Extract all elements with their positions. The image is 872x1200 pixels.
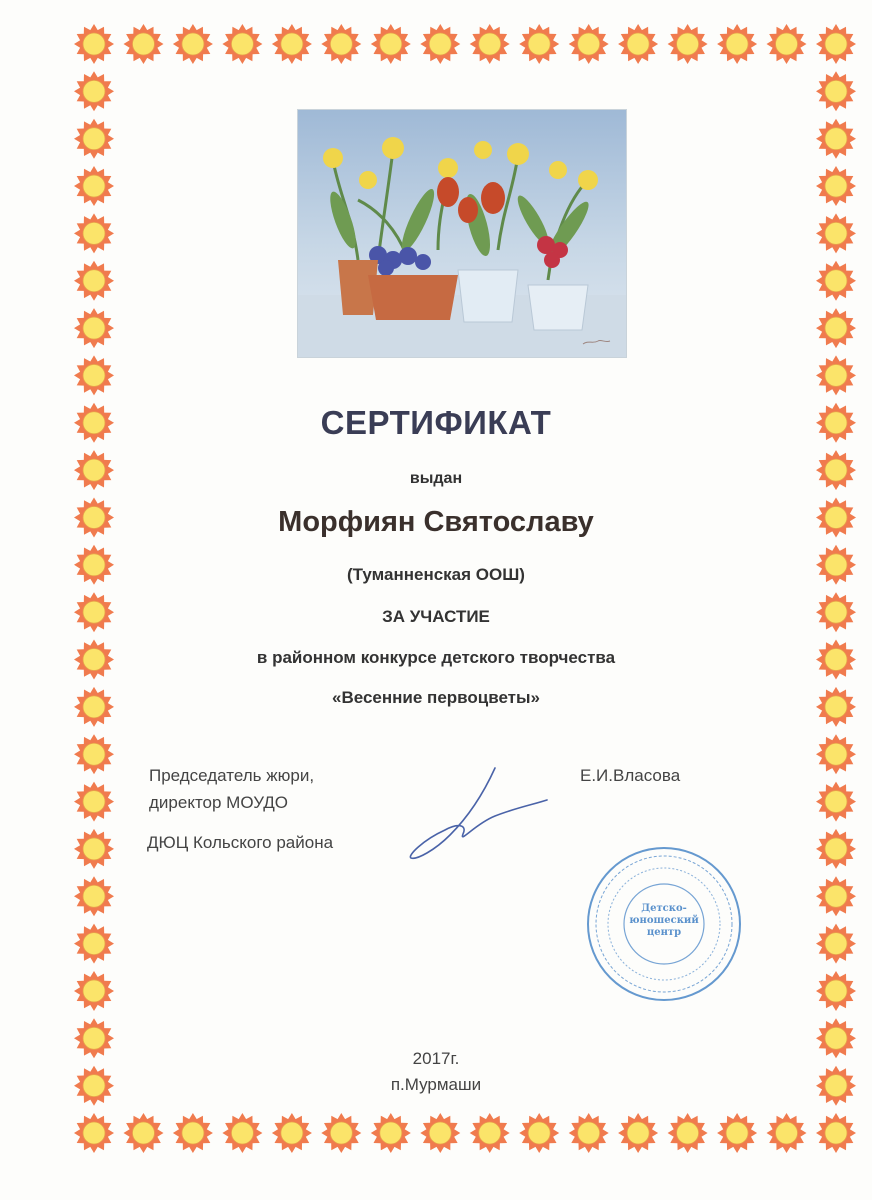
sun-icon xyxy=(618,24,658,64)
sun-icon xyxy=(470,24,510,64)
sun-icon xyxy=(321,1113,361,1153)
signatory-role-line1: Председатель жюри, xyxy=(149,766,315,785)
contest-name: «Весенние первоцветы» xyxy=(332,688,540,707)
sun-icon xyxy=(816,876,856,916)
sun-icon xyxy=(74,308,114,348)
sun-icon xyxy=(371,24,411,64)
sun-icon xyxy=(420,24,460,64)
sun-icon xyxy=(816,119,856,159)
award-text: ЗА УЧАСТИЕ xyxy=(382,607,490,626)
sun-icon xyxy=(668,1113,708,1153)
stamp xyxy=(583,843,745,1005)
contest-description: в районном конкурсе детского творчества xyxy=(256,648,616,667)
stamp-center-text: Детско-юношеский центр xyxy=(629,903,699,938)
sun-icon xyxy=(717,24,757,64)
sun-icon xyxy=(222,1113,262,1153)
sun-icon xyxy=(816,1113,856,1153)
issued-label: выдан xyxy=(409,470,463,487)
sun-icon xyxy=(321,24,361,64)
school-name: (Туманненская ООШ) xyxy=(347,565,525,584)
sun-icon xyxy=(816,971,856,1011)
recipient-name: Морфиян Святославу xyxy=(278,506,594,538)
sun-icon xyxy=(173,24,213,64)
certificate-year: 2017г. xyxy=(412,1049,460,1068)
sun-icon xyxy=(74,734,114,774)
sun-icon xyxy=(816,734,856,774)
sun-icon xyxy=(816,213,856,253)
certificate-place: п.Мурмаши xyxy=(390,1075,482,1094)
sun-icon xyxy=(420,1113,460,1153)
signatory-name: Е.И.Власова xyxy=(580,766,681,785)
sun-icon xyxy=(74,971,114,1011)
sun-icon xyxy=(816,71,856,111)
sun-icon xyxy=(470,1113,510,1153)
signature xyxy=(405,760,555,870)
signatory-role-line2: директор МОУДО xyxy=(149,793,288,812)
sun-icon xyxy=(569,1113,609,1153)
sun-icon xyxy=(519,24,559,64)
sun-icon xyxy=(569,24,609,64)
sun-icon xyxy=(717,1113,757,1153)
sun-icon xyxy=(74,71,114,111)
sun-icon xyxy=(816,166,856,206)
certificate-title: СЕРТИФИКАТ xyxy=(320,404,552,441)
sun-icon xyxy=(173,1113,213,1153)
sun-icon xyxy=(222,24,262,64)
sun-icon xyxy=(74,829,114,869)
flower-painting xyxy=(297,109,627,358)
sun-icon xyxy=(618,1113,658,1153)
sun-icon xyxy=(816,782,856,822)
sun-icon xyxy=(74,261,114,301)
signatory-role-line3: ДЮЦ Кольского района xyxy=(147,833,334,852)
sun-icon xyxy=(74,166,114,206)
sun-icon xyxy=(272,24,312,64)
sun-icon xyxy=(74,924,114,964)
sun-icon xyxy=(74,1113,114,1153)
sun-icon xyxy=(124,24,164,64)
sun-icon xyxy=(74,876,114,916)
sun-icon xyxy=(816,308,856,348)
sun-icon xyxy=(519,1113,559,1153)
sun-icon xyxy=(74,355,114,395)
sun-icon xyxy=(816,24,856,64)
sun-icon xyxy=(74,24,114,64)
sun-icon xyxy=(74,119,114,159)
sun-icon xyxy=(767,1113,807,1153)
sun-icon xyxy=(668,24,708,64)
sun-icon xyxy=(816,261,856,301)
sun-icon xyxy=(767,24,807,64)
sun-icon xyxy=(74,213,114,253)
sun-icon xyxy=(816,924,856,964)
sun-icon xyxy=(816,829,856,869)
sun-icon xyxy=(816,355,856,395)
sun-icon xyxy=(371,1113,411,1153)
sun-icon xyxy=(74,782,114,822)
sun-icon xyxy=(124,1113,164,1153)
sun-icon xyxy=(272,1113,312,1153)
